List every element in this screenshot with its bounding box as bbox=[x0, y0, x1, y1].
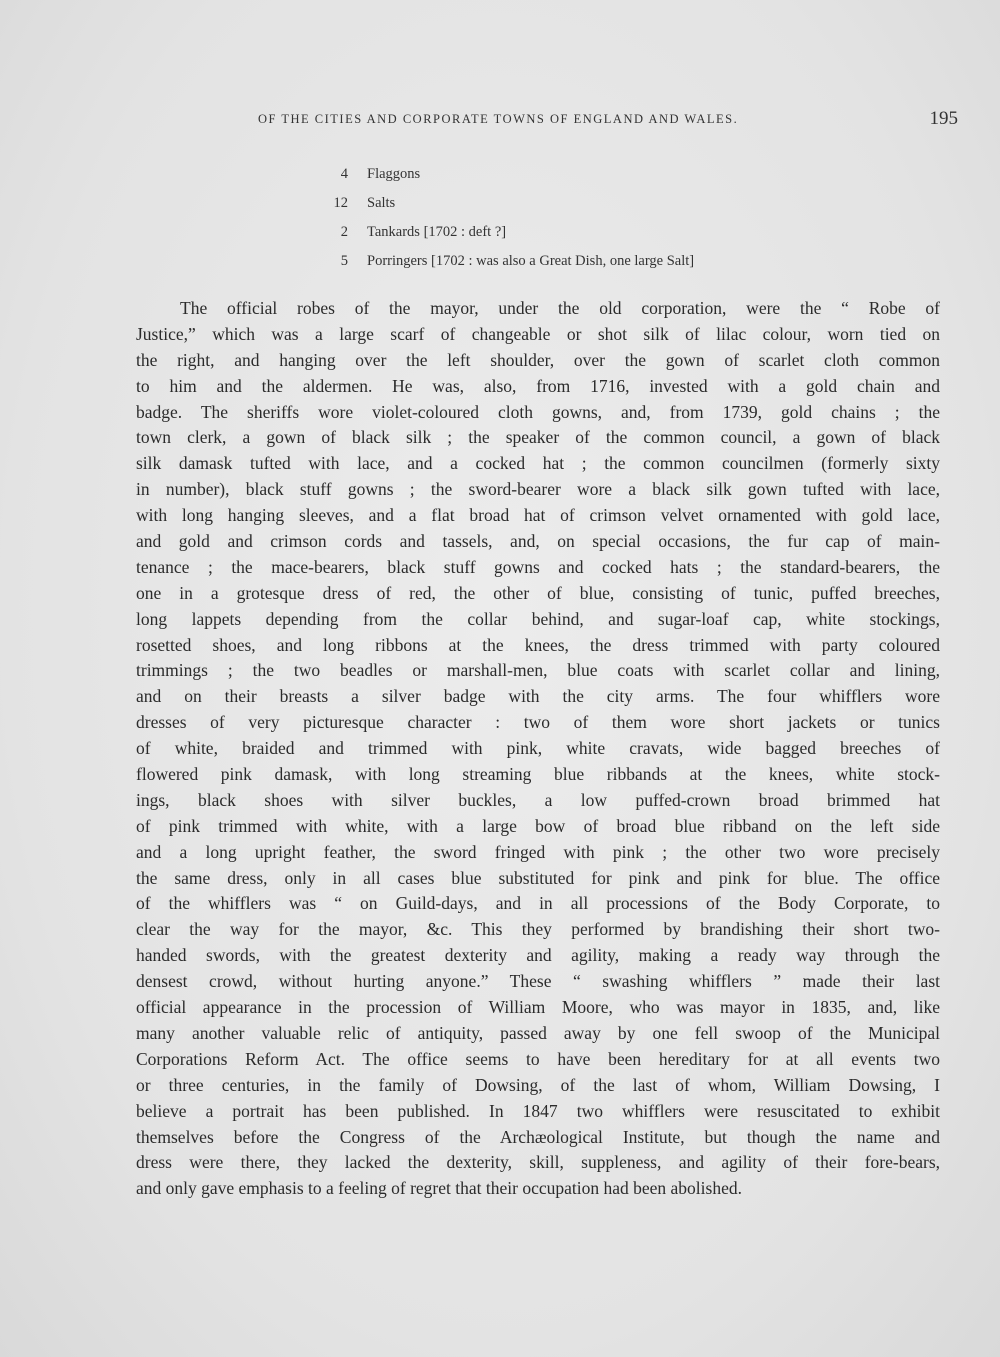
text-line: and a long upright feather, the sword fringed with pink ; the other two wore precisely bbox=[136, 841, 940, 862]
text-line: badge. The sheriffs wore violet-coloured cloth gowns, and, from 1739, gold chains ; the bbox=[136, 401, 940, 422]
text-line: dresses of very picturesque character : two of them wore short jackets or tunics bbox=[136, 712, 940, 733]
text-line: flowered pink damask, with long streaming blue ribbands at the knees, white stock- bbox=[136, 764, 940, 785]
text-line: trimmings ; the two beadles or marshall-men, blue coats with scarlet collar and lining, bbox=[136, 660, 940, 681]
text-line: of white, braided and trimmed with pink, white cravats, wide bagged breeches of bbox=[136, 738, 940, 759]
text-line: official appearance in the procession of William Moore, who was mayor in 1835, and, like bbox=[136, 997, 940, 1018]
list-item bbox=[330, 189, 930, 218]
page-number: 195 bbox=[929, 108, 958, 129]
text-line: or three centuries, in the family of Dowsing, of the last of whom, William Dowsing, I bbox=[136, 1074, 940, 1095]
item-name: Porringers [1702 : was also a Great Dish, one large Salt] bbox=[367, 253, 695, 269]
text-line: the right, and hanging over the left shoulder, over the gown of scarlet cloth common bbox=[136, 349, 940, 370]
text-line: believe a portrait has been published. In 1847 two whifflers were resuscitated to exhibit bbox=[136, 1100, 940, 1121]
plate-inventory-list bbox=[330, 160, 930, 276]
item-name: Flaggons bbox=[367, 166, 421, 182]
text-line: clear the way for the mayor, &c. This they performed by brandishing their short two- bbox=[136, 919, 940, 940]
list-item bbox=[330, 247, 930, 276]
item-quantity: 5 bbox=[340, 253, 348, 269]
text-line: ings, black shoes with silver buckles, a low puffed-crown broad brimmed hat bbox=[136, 789, 940, 810]
body-paragraph bbox=[136, 296, 940, 1202]
text-line: rosetted shoes, and long ribbons at the knees, the dress trimmed with party coloured bbox=[136, 634, 940, 655]
text-line: in number), black stuff gowns ; the sword-bearer wore a black silk gown tufted with lace, bbox=[136, 479, 940, 500]
item-quantity: 12 bbox=[333, 195, 348, 211]
text-line: the same dress, only in all cases blue substituted for pink and pink for blue. The office bbox=[136, 867, 940, 888]
page-header bbox=[258, 110, 958, 134]
text-line: Corporations Reform Act. The office seems to have been hereditary for at all events two bbox=[136, 1048, 940, 1069]
text-line: themselves before the Congress of the Archæological Institute, but though the name and bbox=[136, 1126, 940, 1147]
text-line: silk damask tufted with lace, and a cocked hat ; the common councilmen (formerly sixty bbox=[136, 453, 940, 474]
list-item bbox=[330, 160, 930, 189]
text-line: many another valuable relic of antiquity, passed away by one fell swoop of the Municipal bbox=[136, 1022, 940, 1043]
text-line: of pink trimmed with white, with a large bow of broad blue ribband on the left side bbox=[136, 815, 940, 836]
text-line: Justice,” which was a large scarf of changeable or shot silk of lilac colour, worn tied on bbox=[136, 323, 940, 344]
text-line: with long hanging sleeves, and a flat broad hat of crimson velvet ornamented with gold lace, bbox=[136, 505, 940, 526]
text-line: of the whifflers was “ on Guild-days, and in all processions of the Body Corporate, to bbox=[136, 893, 940, 914]
text-line: town clerk, a gown of black silk ; the speaker of the common council, a gown of black bbox=[136, 427, 940, 448]
text-line: dress were there, they lacked the dexterity, skill, suppleness, and agility of their fore-bears, bbox=[136, 1152, 940, 1173]
text-line: and on their breasts a silver badge with the city arms. The four whifflers wore bbox=[136, 686, 940, 707]
text-line: densest crowd, without hurting anyone.” These “ swashing whifflers ” made their last bbox=[136, 971, 940, 992]
item-name: Tankards [1702 : deft ?] bbox=[367, 224, 507, 240]
text-line: long lappets depending from the collar behind, and sugar-loaf cap, white stockings, bbox=[136, 608, 940, 629]
item-quantity: 2 bbox=[340, 224, 348, 240]
text-line: and gold and crimson cords and tassels, and, on special occasions, the fur cap of main- bbox=[136, 531, 940, 552]
text-line: to him and the aldermen. He was, also, from 1716, invested with a gold chain and bbox=[136, 375, 940, 396]
text-line: one in a grotesque dress of red, the other of blue, consisting of tunic, puffed breeches, bbox=[136, 582, 940, 603]
item-name: Salts bbox=[367, 195, 396, 211]
text-line: tenance ; the mace-bearers, black stuff gowns and cocked hats ; the standard-bearers, the bbox=[136, 556, 940, 577]
list-item bbox=[330, 218, 930, 247]
text-line: and only gave emphasis to a feeling of regret that their occupation had been abolished. bbox=[136, 1178, 742, 1199]
text-line: The official robes of the mayor, under the old corporation, were the “ Robe of bbox=[180, 298, 940, 318]
item-quantity: 4 bbox=[340, 166, 348, 182]
running-head: OF THE CITIES AND CORPORATE TOWNS OF ENGLAND AND WALES. bbox=[258, 112, 739, 126]
text-line: handed swords, with the greatest dexterity and agility, making a ready way through the bbox=[136, 945, 940, 966]
